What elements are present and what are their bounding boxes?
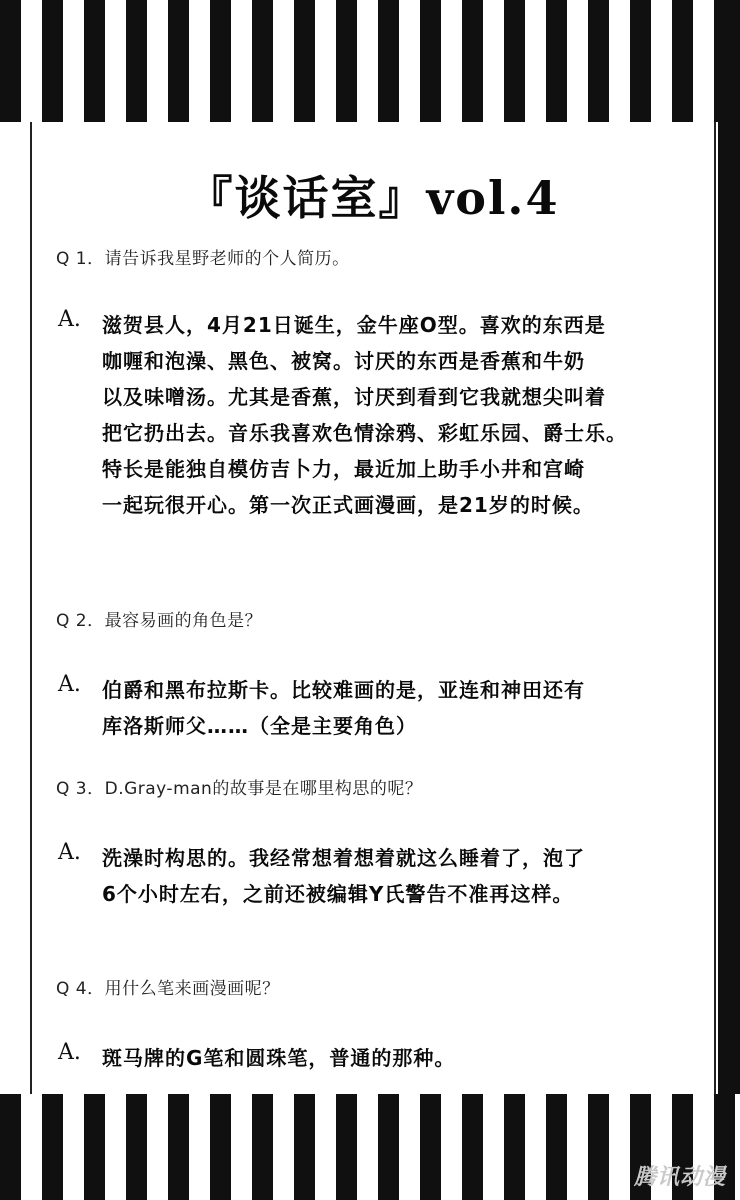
question-4: Q 4．用什么笔来画漫画呢？: [56, 979, 280, 999]
answer-text: 滋贺县人，4月21日诞生，金牛座O型。喜欢的东西是 咖喱和泡澡、黑色、被窝。讨厌的东西是香蕉和牛奶 以及味噌汤。尤其是香蕉，讨厌到看到它我就想尖叫着 把它扔出去。音乐我喜欢色情涂鸦、彩虹乐园、爵士乐。 特长是能独自模仿吉卜力，最近加上助手小井和宫崎 一起玩很开心。第一次正式画漫画，是21岁的时候。: [102, 313, 627, 517]
interview-panel: [30, 122, 716, 1094]
question-2: Q 2．最容易画的角色是？: [56, 611, 263, 631]
page-title: 『谈话室』vol.4: [186, 171, 560, 225]
bottom-stripe-border: [0, 1094, 740, 1200]
answer-marker: A.: [58, 672, 81, 697]
answer-marker: A.: [58, 840, 81, 865]
answer-marker: A.: [58, 307, 81, 332]
answer-marker: A.: [58, 1040, 81, 1065]
answer-text: 洗澡时构思的。我经常想着想着就这么睡着了，泡了 6个小时左右，之前还被编辑Y氏警告不准再这样。: [102, 846, 585, 906]
answer-text: 伯爵和黑布拉斯卡。比较难画的是，亚连和神田还有 库洛斯师父……（全是主要角色）: [102, 678, 585, 738]
top-stripe-border: [0, 0, 740, 122]
question-3: Q 3．D.Gray-man的故事是在哪里构思的呢？: [56, 779, 423, 799]
watermark-logo: 腾讯动漫: [633, 1165, 726, 1190]
answer-text: 斑马牌的G笔和圆珠笔，普通的那种。: [102, 1046, 456, 1070]
question-1: Q 1．请告诉我星野老师的个人简历。: [56, 249, 350, 269]
right-edge-border: [718, 0, 740, 1200]
